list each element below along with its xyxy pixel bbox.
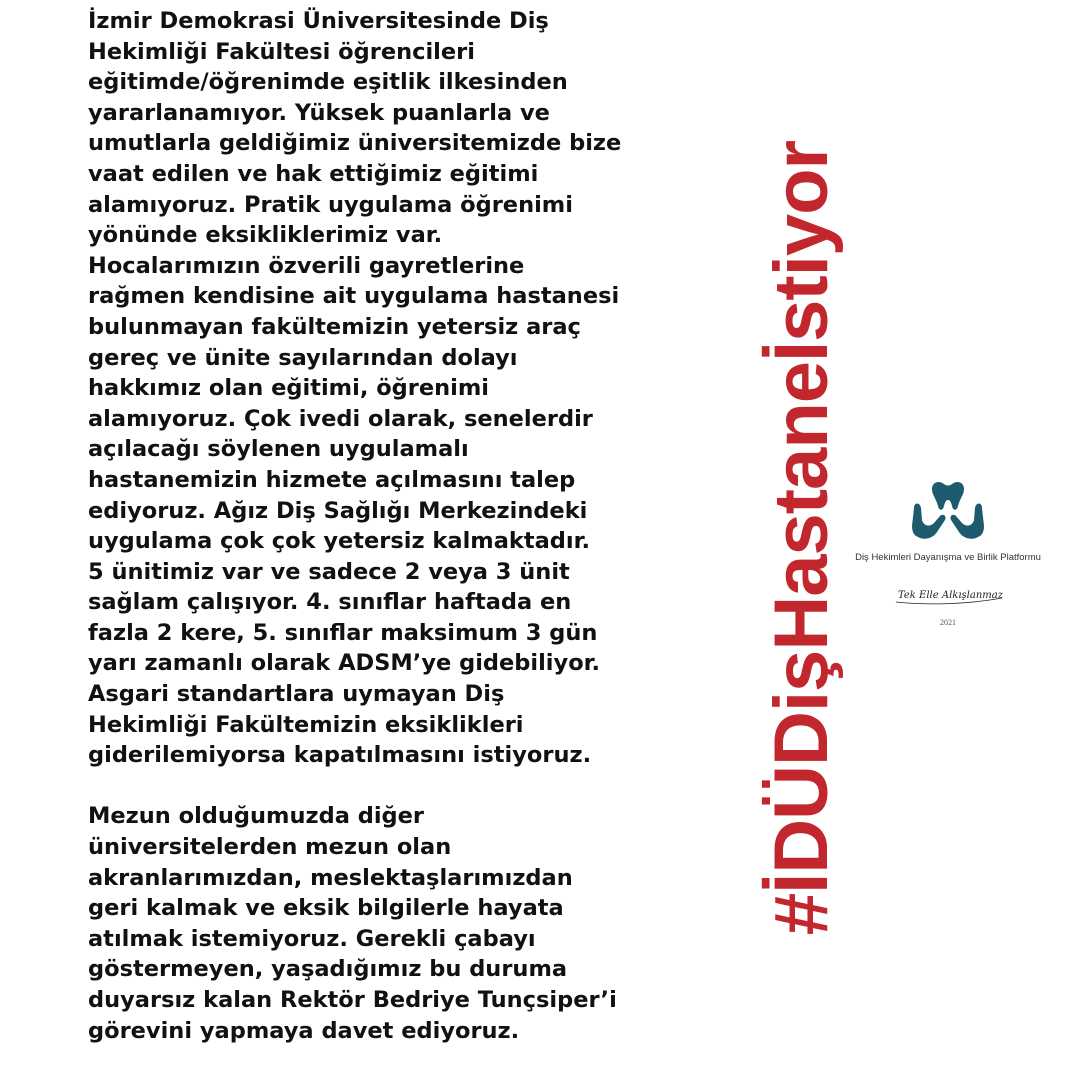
- statement-text: [88, 6, 708, 1046]
- paragraph-1-line: vaat edilen ve hak ettiğimiz eğitimi: [88, 160, 539, 187]
- paragraph-1-line: ediyoruz. Ağız Diş Sağlığı Merkezindeki: [88, 497, 588, 524]
- paragraph-2-line: Mezun olduğumuzda diğer: [88, 803, 424, 830]
- hashtag-column: [752, 0, 852, 1080]
- paragraph-1-line: umutlarla geldiğimiz üniversitemizde bize: [88, 130, 622, 157]
- paragraph-1-line: Hocalarımızın özverili gayretlerine: [88, 252, 525, 279]
- paragraph-2: [88, 801, 708, 1046]
- signature-script: [894, 584, 1004, 606]
- hashtag-text: #İDÜDişHastaneİstiyor: [759, 140, 844, 936]
- paragraph-1-line: Asgari standartlara uymayan Diş: [88, 681, 505, 708]
- paragraph-1-line: hastanemizin hizmete açılmasını talep: [88, 466, 576, 493]
- paragraph-2-line: atılmak istemiyoruz. Gerekli çabayı: [88, 925, 536, 952]
- paragraph-1-line: rağmen kendisine ait uygulama hastanesi: [88, 283, 620, 310]
- paragraph-1-line: yararlanamıyor. Yüksek puanlarla ve: [88, 99, 550, 126]
- paragraph-1-line: İzmir Demokrasi Üniversitesinde Diş: [88, 8, 549, 34]
- paragraph-1-line: hakkımız olan eğitimi, öğrenimi: [88, 375, 490, 402]
- paragraph-1-line: alamıyoruz. Çok ivedi olarak, senelerdir: [88, 405, 593, 432]
- paragraph-spacer: [88, 771, 708, 802]
- paragraph-1-line: 5 ünitimiz var ve sadece 2 veya 3 ünit: [88, 558, 570, 585]
- paragraph-2-line: duyarsız kalan Rektör Bedriye Tunçsiper’i: [88, 987, 617, 1013]
- paragraph-1-line: Hekimliği Fakültesi öğrencileri: [88, 38, 475, 65]
- paragraph-1-line: uygulama çok çok yetersiz kalmaktadır.: [88, 528, 591, 555]
- paragraph-1-line: sağlam çalışıyor. 4. sınıflar haftada en: [88, 589, 572, 616]
- paragraph-2-line: akranlarımızdan, meslektaşlarımızdan: [88, 864, 573, 891]
- platform-logo: [838, 470, 1058, 640]
- paragraph-1-line: bulunmayan fakültemizin yetersiz araç: [88, 313, 581, 340]
- paragraph-1-line: Hekimliği Fakültemizin eksiklikleri: [88, 711, 524, 738]
- hands-holding-tooth-icon: [910, 478, 986, 542]
- paragraph-2-line: görevini yapmaya davet ediyoruz.: [88, 1017, 520, 1044]
- platform-name: Diş Hekimleri Dayanışma ve Birlik Platformu: [855, 552, 1041, 563]
- paragraph-1-line: yarı zamanlı olarak ADSM’ye gidebiliyor.: [88, 650, 601, 677]
- paragraph-1-line: açılacağı söylenen uygulamalı: [88, 436, 469, 463]
- paragraph-1-line: alamıyoruz. Pratik uygulama öğrenimi: [88, 191, 573, 218]
- paragraph-1-line: yönünde eksikliklerimiz var.: [88, 222, 443, 249]
- paragraph-1-line: giderilemiyorsa kapatılmasını istiyoruz.: [88, 742, 592, 769]
- signature-text: Tek Elle Alkışlanmaz: [898, 590, 1003, 601]
- paragraph-1-line: fazla 2 kere, 5. sınıflar maksimum 3 gün: [88, 619, 598, 646]
- paragraph-2-line: göstermeyen, yaşadığımız bu duruma: [88, 956, 568, 983]
- paragraph-1-line: eğitimde/öğrenimde eşitlik ilkesinden: [88, 69, 568, 96]
- paragraph-2-line: geri kalmak ve eksik bilgilerle hayata: [88, 895, 564, 922]
- logo-year: 2021: [940, 618, 956, 627]
- paragraph-1-line: gereç ve ünite sayılarından dolayı: [88, 344, 518, 371]
- paragraph-1: [88, 6, 708, 771]
- paragraph-2-line: üniversitelerden mezun olan: [88, 834, 452, 861]
